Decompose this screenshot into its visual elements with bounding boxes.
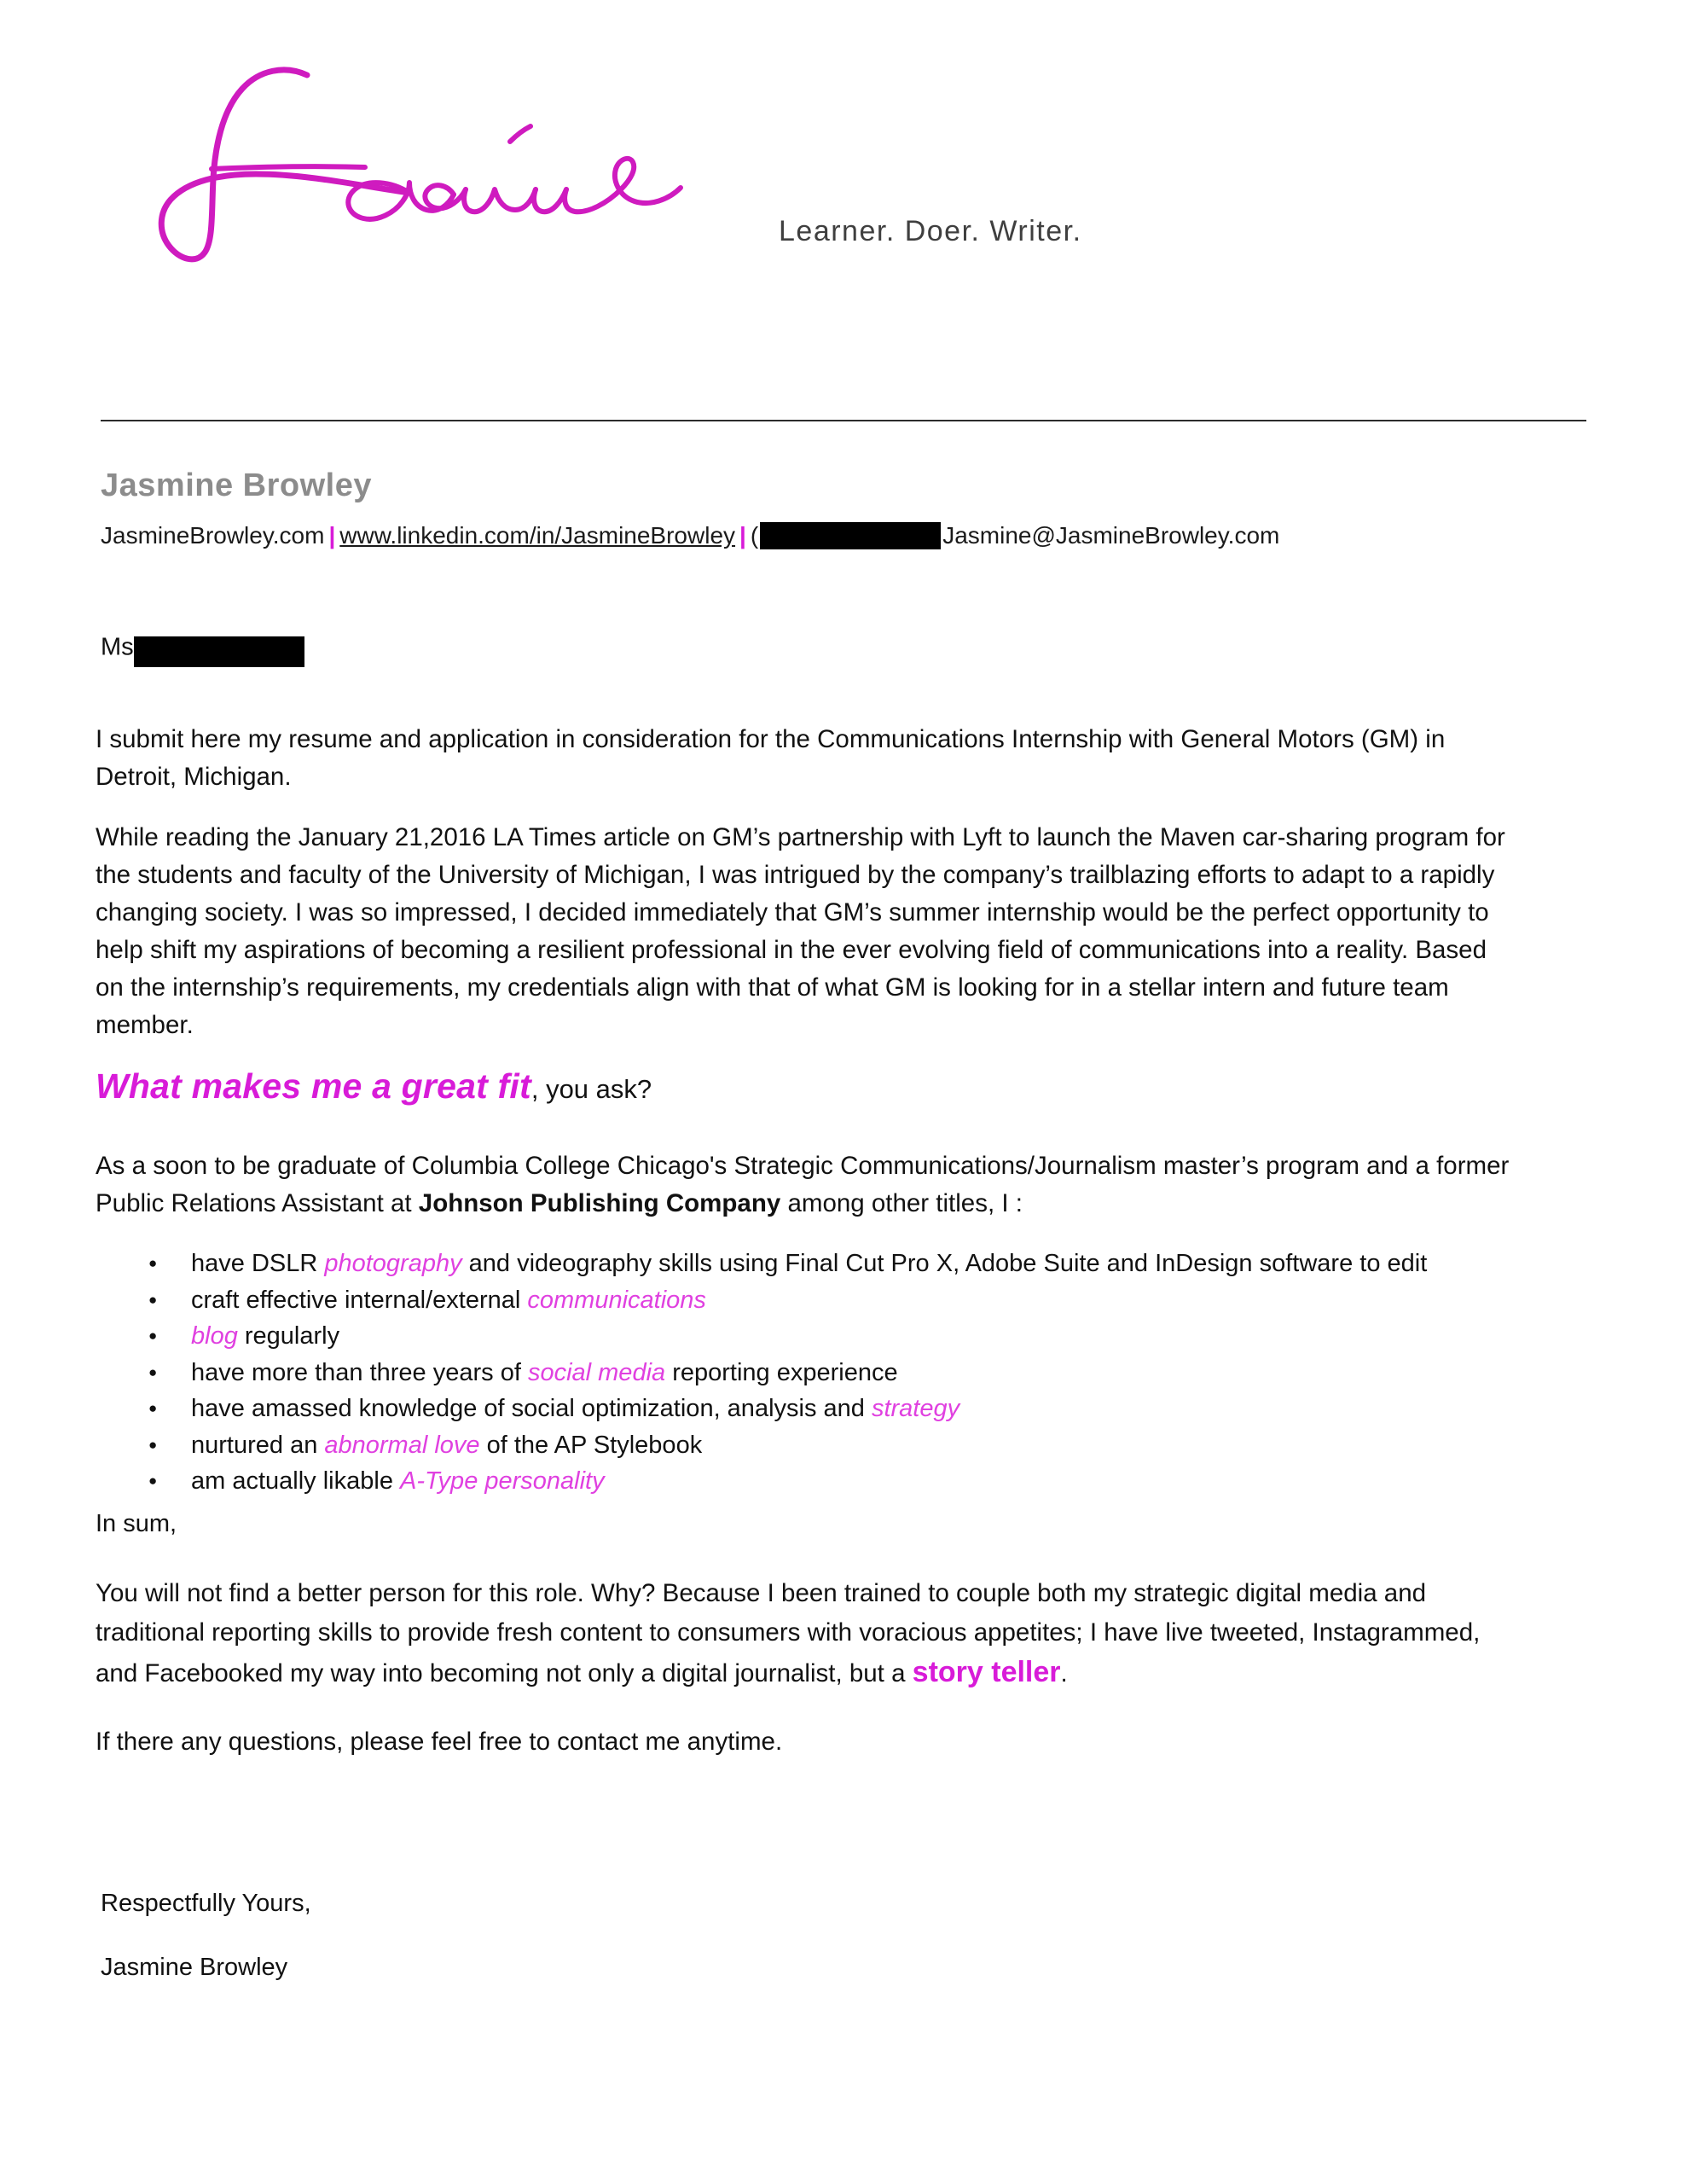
redacted-recipient-name (134, 636, 304, 667)
jasmine-signature-logo (109, 60, 740, 264)
redacted-phone (760, 522, 941, 549)
bullet-pre: have DSLR (191, 1250, 325, 1277)
paragraph-summary (96, 1574, 1511, 1693)
p4-story-teller: story teller (912, 1656, 1061, 1688)
website-text: JasmineBrowley.com (101, 522, 325, 549)
heading-tail: , you ask? (530, 1074, 652, 1104)
bullet-post: regularly (237, 1322, 340, 1350)
list-item (96, 1282, 1545, 1319)
bullet-pre: craft effective internal/external (191, 1286, 528, 1314)
list-item (96, 1427, 1545, 1464)
closing-name: Jasmine Browley (101, 1954, 288, 1981)
closing-salutation: Respectfully Yours, (101, 1890, 311, 1917)
paragraph-intro: I submit here my resume and application in consideration for the Communications Internship with General Motors (GM) in Detroit, Michigan. (96, 725, 1446, 791)
paragraph-motivation: While reading the January 21,2016 LA Times article on GM’s partnership with Lyft to launch the Maven car-sharing program for the students and faculty of the University of Michigan, I was intrigued by the company’s trailblazing efforts to adapt to a rapidly changing society. I was so impressed, I decided immediately that GM’s summer internship would be the perfect opportunity to help shift my aspirations of becoming a resilient professional in the ever evolving field of communications into a reality. Based on the internship’s requirements, my credentials align with that of what GM is looking for in a stellar intern and future team member. (96, 823, 1505, 1039)
bullet-emphasis: A-Type personality (400, 1467, 605, 1495)
salutation-prefix: Ms (101, 633, 134, 661)
header-divider (101, 420, 1586, 421)
bullet-emphasis: communications (527, 1286, 706, 1314)
letterhead-header (101, 0, 1586, 341)
page-title: Jasmine Browley (101, 468, 372, 503)
email-text: Jasmine@JasmineBrowley.com (942, 522, 1280, 549)
bullet-emphasis: photography (324, 1250, 462, 1277)
bullet-pre: nurtured an (191, 1431, 325, 1459)
bullet-emphasis: blog (191, 1322, 238, 1350)
list-item (96, 1391, 1545, 1427)
contact-line (101, 522, 1279, 551)
section-heading-great-fit (96, 1066, 652, 1107)
bullet-pre: have more than three years of (191, 1358, 528, 1386)
linkedin-link[interactable]: www.linkedin.com/in/JasmineBrowley (339, 522, 736, 549)
bullet-post: and videography skills using Final Cut Pro X, Adobe Suite and InDesign software to edit (461, 1250, 1428, 1277)
list-item (96, 1355, 1545, 1391)
paragraph-contact-invite: If there any questions, please feel free to contact me anytime. (96, 1728, 783, 1756)
skills-list (96, 1246, 1545, 1500)
in-sum-text: In sum, (96, 1510, 177, 1537)
p3-part1: As a soon to be graduate of Columbia College Chicago's Strategic Communications/Journalism master’s program and a former Public Relations Assistant at (96, 1152, 1510, 1217)
bullet-emphasis: strategy (871, 1395, 960, 1422)
contact-separator-2: | (739, 522, 746, 549)
list-item (96, 1246, 1545, 1282)
p4-part2: . (1060, 1659, 1068, 1687)
bullet-emphasis: social media (527, 1358, 666, 1386)
list-item (96, 1463, 1545, 1500)
contact-separator-1: | (328, 522, 336, 549)
list-item (96, 1318, 1545, 1355)
salutation (101, 633, 304, 664)
bullet-pre: have amassed knowledge of social optimization, analysis and (191, 1395, 872, 1422)
heading-emphasis: What makes me a great fit (96, 1066, 531, 1106)
phone-prefix: ( (750, 522, 759, 549)
p4-part1: You will not find a better person for this role. Why? Because I been trained to couple both my strategic digital media and traditional reporting skills to provide fresh content to consumers with voracious appetites; I have live tweeted, Instagrammed, and Facebooked my way into becoming not only a digital journalist, but a (96, 1579, 1481, 1687)
bullet-emphasis: abnormal love (324, 1431, 480, 1459)
tagline: Learner. Doer. Writer. (779, 215, 1082, 247)
p3-part2: among other titles, I : (780, 1189, 1023, 1217)
p3-company: Johnson Publishing Company (418, 1189, 781, 1217)
bullet-pre: am actually likable (191, 1467, 400, 1495)
paragraph-qualifications (96, 1147, 1511, 1223)
bullet-post: of the AP Stylebook (479, 1431, 703, 1459)
bullet-post: reporting experience (665, 1358, 898, 1386)
